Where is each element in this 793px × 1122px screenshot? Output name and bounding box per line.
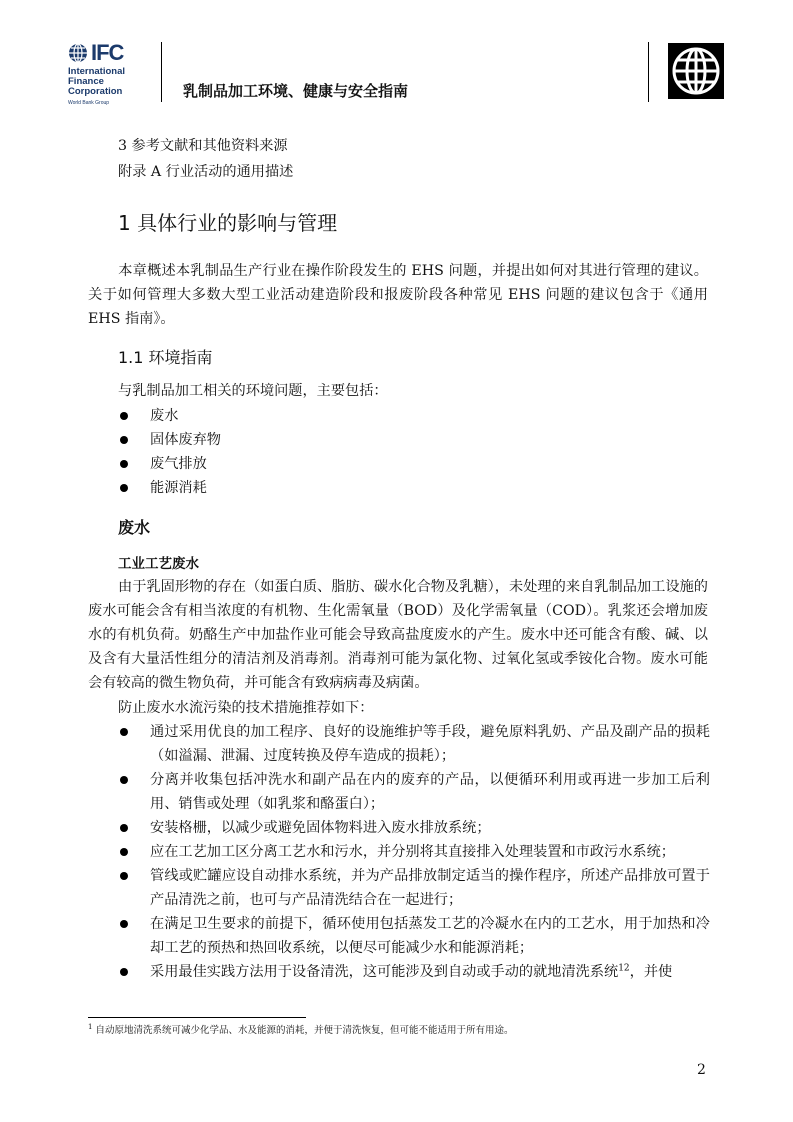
bullet-icon (120, 872, 128, 880)
footnote (88, 1024, 514, 1038)
subsection-heading: 1.1 环境指南 (118, 348, 213, 367)
footnote-mark: 1 (88, 1022, 93, 1031)
header-divider (648, 42, 649, 102)
list-item (118, 840, 710, 864)
list-item (118, 428, 710, 452)
bullet-icon (120, 436, 128, 444)
footnote-ref[interactable]: 12 (618, 963, 630, 974)
footnote-rule (88, 1017, 306, 1018)
list-item-text: 废水 (150, 408, 179, 424)
measures-list (118, 720, 710, 984)
list-item-text: 通过采用优良的加工程序、良好的设施维护等手段，避免原料乳奶、产品及副产品的损耗（如溢漏、泄漏、过度转换及停车造成的损耗）； (150, 724, 710, 764)
bullet-icon (120, 460, 128, 468)
list-item (118, 816, 710, 840)
section-heading: 1 具体行业的影响与管理 (118, 211, 338, 235)
environment-issue-list (118, 404, 710, 500)
list-item (118, 404, 710, 428)
list-item (118, 768, 710, 816)
list-item-text: 能源消耗 (150, 480, 207, 496)
list-item-text: 采用最佳实践方法用于设备清洗，这可能涉及到自动或手动的就地清洗系统 (150, 964, 619, 980)
ifc-name-line: International (68, 66, 126, 77)
subsection-lead: 与乳制品加工相关的环境问题，主要包括： (118, 383, 388, 399)
section-intro-text: 本章概述本乳制品生产行业在操作阶段发生的 EHS 问题，并提出如何对其进行管理的建议。关于如何管理大多数大型工业活动建造阶段和报废阶段各种常见 EHS 问题的建议包含于《通用 EHS 指南》。 (88, 263, 708, 327)
bullet-icon (120, 776, 128, 784)
list-item-text: 分离并收集包括冲洗水和副产品在内的废弃的产品，以便循环利用或再进一步加工后利用、销售或处理（如乳浆和酪蛋白）； (150, 772, 710, 812)
ifc-sub: World Bank Group (68, 100, 110, 106)
header-divider (161, 42, 162, 102)
wastewater-heading: 废水 (118, 518, 151, 537)
bullet-icon (120, 412, 128, 420)
section-intro (88, 259, 708, 331)
ifc-logo-text: IFC (91, 40, 124, 65)
bullet-icon (120, 484, 128, 492)
list-item (118, 720, 710, 768)
list-item-text: 应在工艺加工区分离工艺水和污水，并分别将其直接排入处理装置和市政污水系统； (150, 844, 675, 860)
page-number: 2 (697, 1062, 706, 1078)
ifc-logo (68, 42, 152, 106)
bullet-icon (120, 968, 128, 976)
bullet-icon (120, 920, 128, 928)
list-item-text: 在满足卫生要求的前提下，循环使用包括蒸发工艺的冷凝水在内的工艺水，用于加热和冷却工艺的预热和热回收系统，以便尽可能减少水和能源消耗； (150, 916, 710, 956)
ifc-name-line: Corporation (68, 86, 123, 97)
ifc-name-line: Finance (68, 76, 104, 87)
process-wastewater-heading: 工业工艺废水 (118, 556, 199, 572)
list-item-tail: ，并使 (629, 964, 673, 980)
world-bank-globe-icon (668, 43, 724, 99)
wastewater-paragraph (88, 575, 708, 695)
bullet-icon (120, 848, 128, 856)
list-item (118, 452, 710, 476)
header-title: 乳制品加工环境、健康与安全指南 (183, 82, 409, 100)
list-item-text: 固体废弃物 (150, 432, 221, 448)
list-item (118, 864, 710, 912)
toc-item: 附录 A 行业活动的通用描述 (118, 164, 294, 180)
page-header (0, 0, 793, 110)
list-item (118, 912, 710, 960)
list-item (118, 476, 710, 500)
list-item-text: 废气排放 (150, 456, 207, 472)
bullet-icon (120, 728, 128, 736)
list-item (118, 960, 710, 984)
list-item-text: 安装格栅，以减少或避免固体物料进入废水排放系统； (150, 820, 491, 836)
toc-item: 3 参考文献和其他资料来源 (118, 138, 288, 154)
bullet-icon (120, 824, 128, 832)
wastewater-paragraph-text: 由于乳固形物的存在（如蛋白质、脂肪、碳水化合物及乳糖），未处理的来自乳制品加工设施的废水可能会含有相当浓度的有机物、生化需氧量（BOD）及化学需氧量（COD）。乳浆还会增加废水的有机负荷。奶酪生产中加盐作业可能会导致高盐度废水的产生。废水中还可能含有酸、碱、以及含有大量活性组分的清洁剂及消毒剂。消毒剂可能为氯化物、过氧化氢或季铵化合物。废水可能会有较高的微生物负荷，并可能含有致病病毒及病菌。 (88, 579, 708, 691)
list-item-text: 管线或贮罐应设自动排水系统，并为产品排放制定适当的操作程序，所述产品排放可置于产品清洗之前，也可与产品清洗结合在一起进行； (150, 868, 710, 908)
measures-lead: 防止废水水流污染的技术措施推荐如下： (118, 700, 374, 716)
footnote-text: 自动原地清洗系统可减少化学品、水及能源的消耗，并便于清洗恢复，但可能不能适用于所有用途。 (95, 1025, 514, 1036)
